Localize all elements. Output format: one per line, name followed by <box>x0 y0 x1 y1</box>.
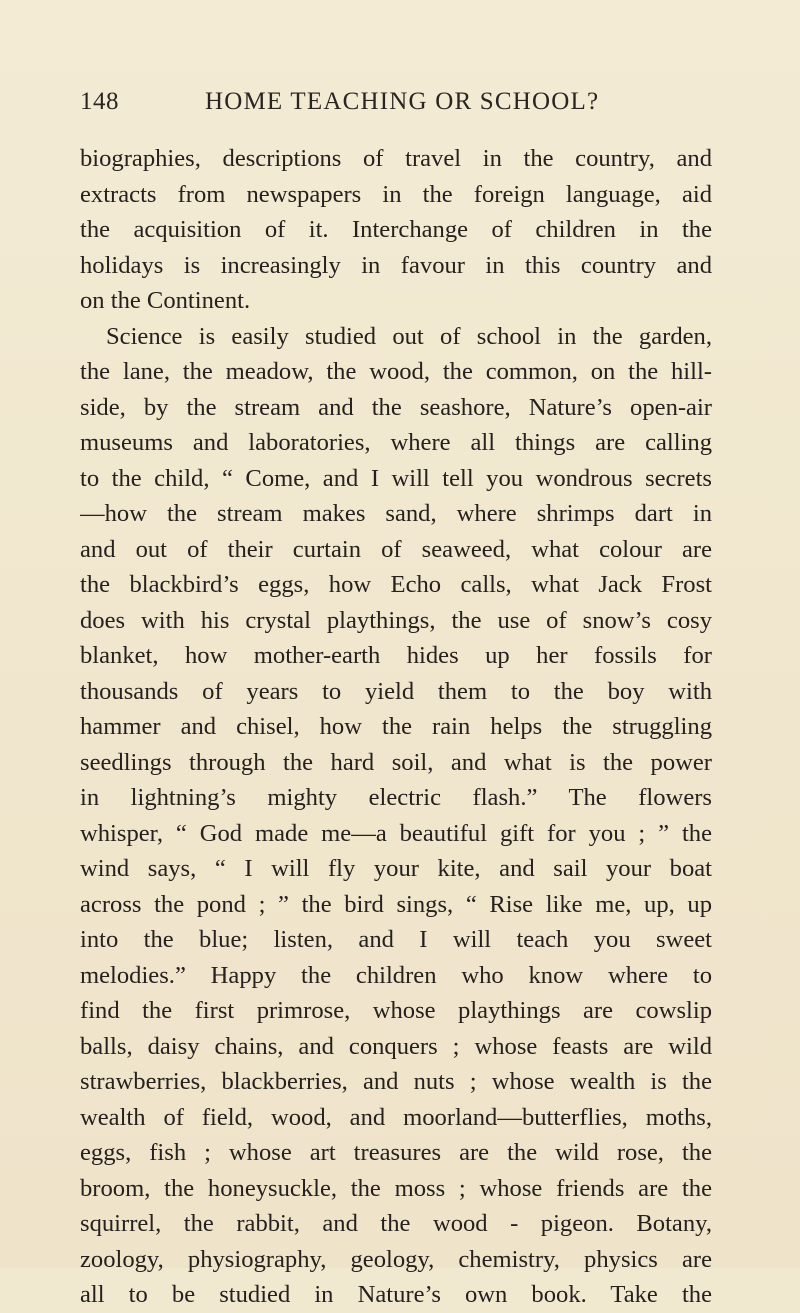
text-line: eggs, fish ; whose art treasures are the wild rose, the <box>80 1139 712 1166</box>
body-text <box>80 141 712 1313</box>
text-line: zoology, physiography, geology, chemistry, physics are <box>80 1245 712 1273</box>
running-title: HOME TEACHING OR SCHOOL? <box>205 88 600 115</box>
text-line: on the Continent. <box>80 287 251 314</box>
text-line: does with his crystal playthings, the use of snow’s cosy <box>80 606 712 634</box>
text-line: broom, the honeysuckle, the moss ; whose friends are the <box>80 1174 712 1202</box>
text-line: to the child, “ Come, and I will tell you wondrous secrets <box>80 464 712 492</box>
text-line: across the pond ; ” the bird sings, “ Rise like me, up, up <box>80 890 712 918</box>
text-line: extracts from newspapers in the foreign language, aid <box>80 180 712 208</box>
text-line: find the first primrose, whose playthings are cowslip <box>80 997 712 1024</box>
running-head <box>80 88 660 122</box>
text-line: into the blue; listen, and I will teach you sweet <box>80 926 712 953</box>
text-line: holidays is increasingly in favour in this country and <box>80 251 712 279</box>
text-line: Science is easily studied out of school in the garden, <box>106 322 712 350</box>
text-line: thousands of years to yield them to the boy with <box>80 677 712 705</box>
text-line: seedlings through the hard soil, and what is the power <box>80 748 712 776</box>
text-line: the blackbird’s eggs, how Echo calls, what Jack Frost <box>80 571 712 598</box>
text-line: museums and laboratories, where all things are calling <box>80 429 712 456</box>
text-line: blanket, how mother-earth hides up her fossils for <box>80 642 712 669</box>
text-line: the lane, the meadow, the wood, the common, on the hill- <box>80 358 712 385</box>
text-line: side, by the stream and the seashore, Nature’s open-air <box>80 393 712 421</box>
text-line: wind says, “ I will fly your kite, and sail your boat <box>80 855 712 882</box>
text-line: in lightning’s mighty electric flash.” The flowers <box>80 784 712 811</box>
text-line: —how the stream makes sand, where shrimps dart in <box>80 500 712 527</box>
text-line: balls, daisy chains, and conquers ; whose feasts are wild <box>80 1032 712 1060</box>
text-line: melodies.” Happy the children who know where to <box>80 961 712 989</box>
text-line: wealth of field, wood, and moorland—butterflies, moths, <box>80 1103 712 1131</box>
text-line: all to be studied in Nature’s own book. Take the <box>80 1281 712 1308</box>
text-line: and out of their curtain of seaweed, what colour are <box>80 535 712 563</box>
text-line: biographies, descriptions of travel in the country, and <box>80 145 712 172</box>
text-line: squirrel, the rabbit, and the wood - pigeon. Botany, <box>80 1210 712 1237</box>
text-line: hammer and chisel, how the rain helps the struggling <box>80 713 712 740</box>
text-line: the acquisition of it. Interchange of children in the <box>80 216 712 243</box>
text-line: whisper, “ God made me—a beautiful gift for you ; ” the <box>80 819 712 847</box>
page-number: 148 <box>80 88 119 115</box>
text-line: strawberries, blackberries, and nuts ; whose wealth is the <box>80 1068 712 1095</box>
